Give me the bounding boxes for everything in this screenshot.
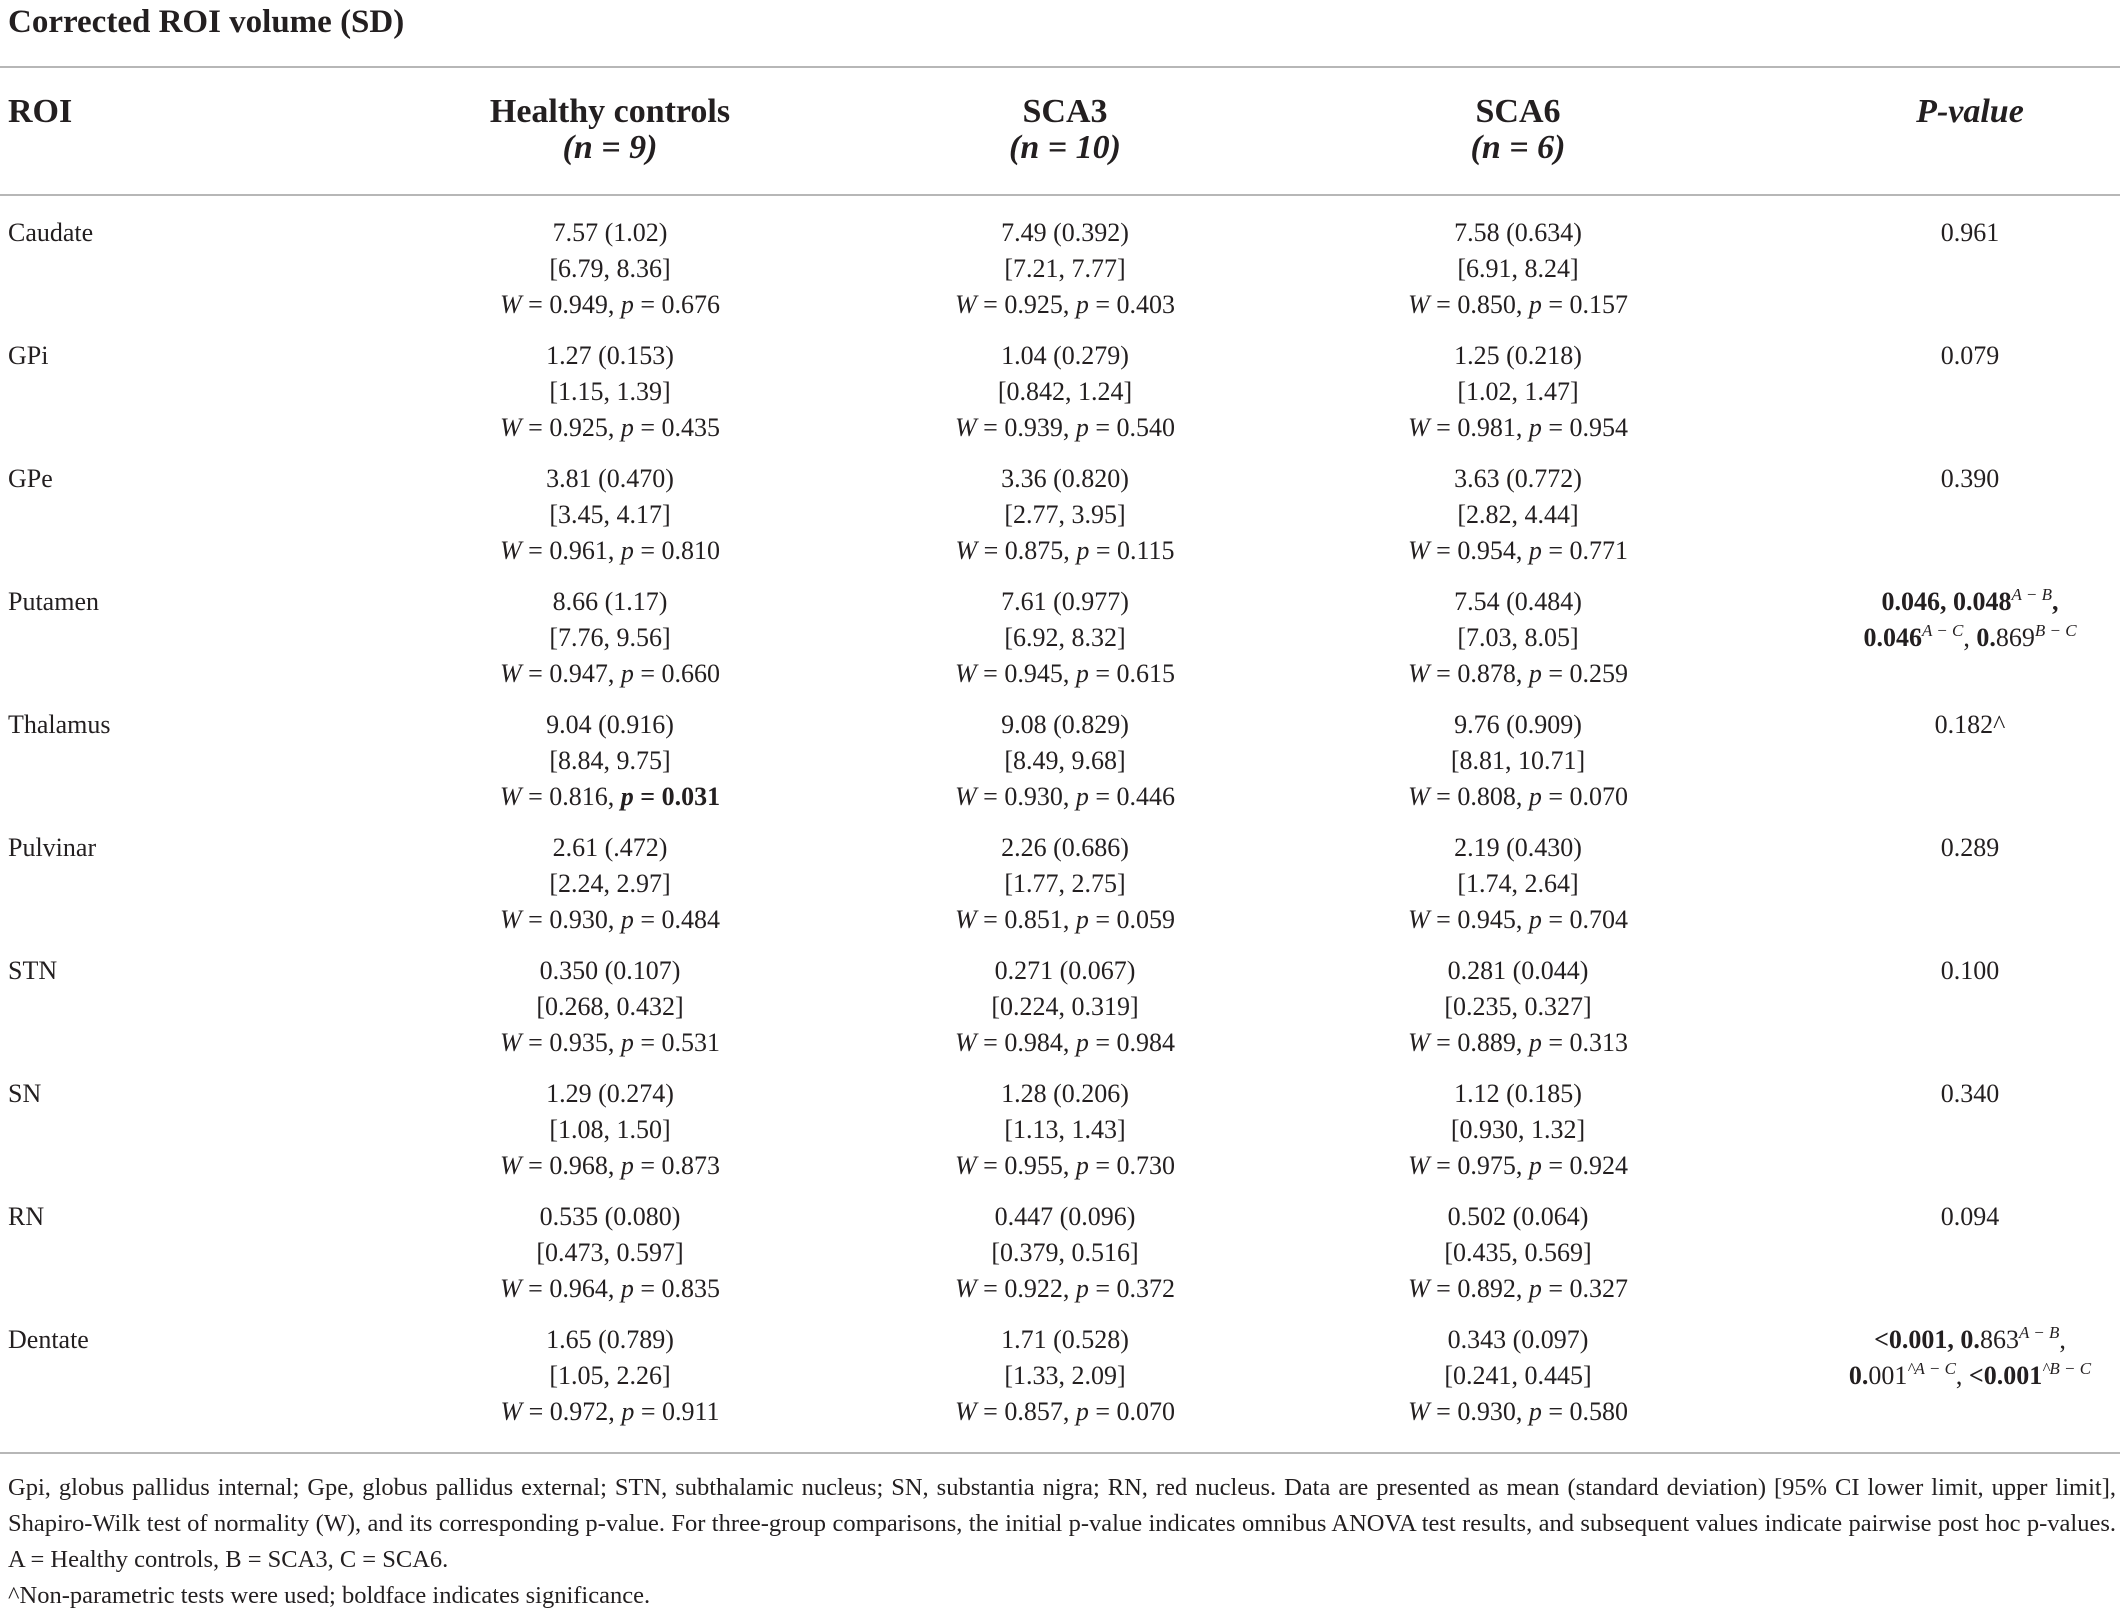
cell-sca3 (865, 707, 1265, 815)
ci-range: [7.76, 9.56] (549, 623, 671, 652)
p-bold: <0.001, 0. (1874, 1325, 1980, 1354)
cell-sca3 (865, 1322, 1265, 1430)
mean-sd: 0.535 (0.080) (539, 1202, 681, 1231)
ci-range: [0.842, 1.24] (997, 377, 1133, 406)
ci-range: [1.15, 1.39] (549, 377, 671, 406)
cell-p-value: 0.289 (1940, 833, 2000, 862)
shapiro-wilk: W = 0.878, p = 0.259 (1407, 659, 1628, 688)
table-header-row (0, 94, 2120, 184)
mean-sd: 7.61 (0.977) (1001, 587, 1129, 616)
cell-sca6 (1318, 1322, 1718, 1430)
cell-sca3 (865, 1076, 1265, 1184)
mean-sd: 0.447 (0.096) (994, 1202, 1136, 1231)
cell-sca6 (1318, 830, 1718, 938)
cell-sca6 (1318, 1199, 1718, 1307)
shapiro-wilk: W = 0.889, p = 0.313 (1407, 1028, 1628, 1057)
mean-sd: 0.350 (0.107) (539, 956, 681, 985)
ci-range: [0.268, 0.432] (536, 992, 684, 1021)
ci-range: [1.33, 2.09] (1004, 1361, 1126, 1390)
shapiro-wilk: W = 0.851, p = 0.059 (954, 905, 1175, 934)
mean-sd: 0.343 (0.097) (1447, 1325, 1589, 1354)
table-footnotes (8, 1470, 2116, 1614)
w-symbol: W (954, 1151, 977, 1180)
w-symbol: W (499, 536, 522, 565)
cell-sca6 (1318, 584, 1718, 692)
w-symbol: W (1407, 413, 1430, 442)
p-symbol: p (1075, 1397, 1089, 1426)
w-symbol: W (499, 659, 522, 688)
mean-sd: 9.76 (0.909) (1454, 710, 1582, 739)
table-row (0, 707, 2120, 830)
table-row (0, 830, 2120, 953)
w-symbol: W (499, 413, 522, 442)
p-sup: A − C (1921, 621, 1964, 640)
mean-sd: 0.281 (0.044) (1447, 956, 1589, 985)
shapiro-wilk: W = 0.935, p = 0.531 (499, 1028, 720, 1057)
shapiro-wilk: W = 0.949, p = 0.676 (499, 290, 720, 319)
w-symbol: W (1407, 905, 1430, 934)
mean-sd: 7.57 (1.02) (552, 218, 668, 247)
footnote-abbreviations: Gpi, globus pallidus internal; Gpe, globus pallidus external; STN, subthalamic nucleus; SN, substantia nigra; RN, red nucleus. Data are presented as mean (standard deviation) [95% CI lower limit, upper limit], Shapiro-Wilk test of normality (W), and its corresponding p-value. For three-group comparisons, the initial p-value indicates omnibus ANOVA test results, and subsequent values indicate pairwise post hoc p-values. A = Healthy controls, B = SCA3, C = SCA6. (8, 1474, 2116, 1573)
ci-range: [0.241, 0.445] (1444, 1361, 1592, 1390)
p-line-1 (1780, 584, 2120, 620)
mean-sd: 8.66 (1.17) (552, 587, 668, 616)
mean-sd: 0.502 (0.064) (1447, 1202, 1589, 1231)
shapiro-wilk: W = 0.808, p = 0.070 (1407, 782, 1628, 811)
w-symbol: W (1407, 290, 1430, 319)
w-symbol: W (954, 659, 977, 688)
header-sca3 (865, 94, 1265, 166)
p-symbol: p (1528, 290, 1542, 319)
w-symbol: W (499, 290, 522, 319)
p-symbol: p (620, 536, 634, 565)
header-healthy-n: (n = 9) (562, 129, 658, 166)
table-caption: Corrected ROI volume (SD) (8, 4, 405, 40)
w-symbol: W (499, 1151, 522, 1180)
w-symbol: W (499, 905, 522, 934)
p-sup: B − C (2034, 621, 2077, 640)
header-sca6-name: SCA6 (1475, 93, 1561, 130)
ci-range: [6.92, 8.32] (1004, 623, 1126, 652)
cell-sca6 (1318, 338, 1718, 446)
mean-sd: 3.81 (0.470) (546, 464, 674, 493)
p-symbol: p (1075, 413, 1089, 442)
p-bold: 0.046 (1863, 623, 1922, 652)
ci-range: [2.24, 2.97] (549, 869, 671, 898)
w-symbol: W (954, 290, 977, 319)
p-bold: 0. (1976, 623, 1996, 652)
w-symbol: W (1407, 659, 1430, 688)
roi-name: RN (8, 1202, 45, 1231)
mean-sd: 1.71 (0.528) (1001, 1325, 1129, 1354)
cell-healthy-controls (410, 1199, 810, 1307)
shapiro-wilk: W = 0.930, p = 0.446 (954, 782, 1175, 811)
p-symbol: p (1075, 1028, 1089, 1057)
cell-sca6 (1318, 215, 1718, 323)
cell-healthy-controls (410, 338, 810, 446)
header-sca6-n: (n = 6) (1470, 129, 1566, 166)
w-symbol: W (954, 1274, 977, 1303)
p-symbol: p (620, 1274, 634, 1303)
cell-healthy-controls (410, 215, 810, 323)
p-symbol: p (1075, 659, 1089, 688)
table-row (0, 1322, 2120, 1445)
p-symbol: p (620, 905, 634, 934)
shapiro-wilk: W = 0.925, p = 0.435 (499, 413, 720, 442)
mean-sd: 1.28 (0.206) (1001, 1079, 1129, 1108)
p-symbol: p (1528, 413, 1542, 442)
ci-range: [0.473, 0.597] (536, 1238, 684, 1267)
p-symbol: p (621, 1397, 635, 1426)
mean-sd: 9.04 (0.916) (546, 710, 674, 739)
p-symbol: p (1528, 1028, 1542, 1057)
cell-sca3 (865, 461, 1265, 569)
mean-sd: 1.27 (0.153) (546, 341, 674, 370)
shapiro-wilk: W = 0.984, p = 0.984 (954, 1028, 1175, 1057)
mean-sd: 7.58 (0.634) (1454, 218, 1582, 247)
w-symbol: W (500, 1397, 523, 1426)
ci-range: [1.02, 1.47] (1457, 377, 1579, 406)
p-symbol: p (1528, 1151, 1542, 1180)
shapiro-wilk: W = 0.857, p = 0.070 (954, 1397, 1175, 1426)
header-p-value: P-value (1916, 93, 2024, 130)
ci-range: [2.77, 3.95] (1004, 500, 1126, 529)
p-line-2: $0.046^{A - C}$, $0.869^{B - C}$ (1863, 621, 2077, 652)
cell-p-value: 0.961 (1940, 218, 2000, 247)
p-symbol: p (1075, 782, 1089, 811)
ci-range: [0.235, 0.327] (1444, 992, 1592, 1021)
cell-p-value: 0.079 (1940, 341, 2000, 370)
header-rule (0, 194, 2120, 196)
cell-p-value: 0.094 (1940, 1202, 2000, 1231)
cell-p-value: 0.100 (1940, 956, 2000, 985)
header-sca6 (1318, 94, 1718, 166)
ci-range: [1.08, 1.50] (549, 1115, 671, 1144)
mean-sd: 1.04 (0.279) (1001, 341, 1129, 370)
shapiro-wilk: W = 0.981, p = 0.954 (1407, 413, 1628, 442)
shapiro-wilk: W = 0.972, p = 0.911 (500, 1397, 720, 1426)
ci-range: [1.05, 2.26] (549, 1361, 671, 1390)
w-symbol: W (955, 536, 978, 565)
cell-sca6 (1318, 461, 1718, 569)
w-symbol: W (954, 905, 977, 934)
header-roi: ROI (8, 93, 73, 130)
table-row (0, 1076, 2120, 1199)
p-symbol: p (1528, 659, 1542, 688)
p-sup: A − B (2011, 585, 2052, 604)
ci-range: [3.45, 4.17] (549, 500, 671, 529)
p-symbol: p (1075, 1151, 1089, 1180)
mean-sd: 3.63 (0.772) (1454, 464, 1582, 493)
mean-sd: 1.12 (0.185) (1454, 1079, 1582, 1108)
shapiro-wilk: W = 0.939, p = 0.540 (954, 413, 1175, 442)
ci-range: [2.82, 4.44] (1457, 500, 1579, 529)
cell-p-value (1780, 1322, 2120, 1394)
cell-p-value: 0.390 (1940, 464, 2000, 493)
p-symbol: p (1075, 905, 1089, 934)
shapiro-wilk: W = 0.945, p = 0.615 (954, 659, 1175, 688)
mean-sd: 1.65 (0.789) (546, 1325, 674, 1354)
header-sca3-n: (n = 10) (1009, 129, 1121, 166)
p-symbol: p (620, 1151, 634, 1180)
footnote-nonparametric: ^Non-parametric tests were used; boldface indicates significance. (8, 1582, 651, 1609)
cell-healthy-controls (410, 1322, 810, 1430)
cell-sca3 (865, 338, 1265, 446)
shapiro-wilk: W = 0.968, p = 0.873 (499, 1151, 720, 1180)
shapiro-wilk: W = 0.964, p = 0.835 (499, 1274, 720, 1303)
shapiro-wilk: W = 0.961, p = 0.810 (499, 536, 720, 565)
cell-healthy-controls (410, 584, 810, 692)
p-symbol: p (620, 659, 634, 688)
p-line-1: <0.001, $0.863^{A - B}$, (1874, 1323, 2066, 1354)
shapiro-wilk: W = 0.947, p = 0.660 (499, 659, 720, 688)
w-symbol: W (1407, 1397, 1430, 1426)
cell-healthy-controls (410, 707, 810, 815)
roi-name: GPe (8, 464, 53, 493)
cell-sca6 (1318, 707, 1718, 815)
w-symbol: W (954, 413, 977, 442)
p-sup: ^A − C (1907, 1359, 1956, 1378)
mean-sd: 9.08 (0.829) (1001, 710, 1129, 739)
ci-range: [0.224, 0.319] (991, 992, 1139, 1021)
p-bold: 0. (1848, 1361, 1869, 1390)
bottom-rule (0, 1452, 2120, 1454)
mean-sd: 7.54 (0.484) (1454, 587, 1582, 616)
roi-name: Putamen (8, 587, 99, 616)
p-symbol: p (1528, 536, 1542, 565)
roi-name: Dentate (8, 1325, 89, 1354)
cell-sca3 (865, 1199, 1265, 1307)
header-sca3-name: SCA3 (1022, 93, 1108, 130)
p-sep: , (2051, 587, 2059, 616)
ci-range: [0.379, 0.516] (991, 1238, 1139, 1267)
w-symbol: W (1407, 1151, 1430, 1180)
roi-name: STN (8, 956, 58, 985)
roi-name: GPi (8, 341, 49, 370)
top-rule (0, 66, 2120, 68)
table-row (0, 584, 2120, 707)
roi-name: SN (8, 1079, 42, 1108)
table-body (0, 215, 2120, 1445)
roi-name: Thalamus (8, 710, 111, 739)
table-row (0, 461, 2120, 584)
table-row (0, 953, 2120, 1076)
w-symbol: W (954, 1397, 977, 1426)
p-symbol: p (620, 413, 634, 442)
cell-sca3 (865, 584, 1265, 692)
ci-range: [0.930, 1.32] (1450, 1115, 1586, 1144)
ci-range: [6.79, 8.36] (549, 254, 671, 283)
w-symbol: W (499, 1028, 522, 1057)
cell-healthy-controls (410, 461, 810, 569)
shapiro-wilk: W = 0.975, p = 0.924 (1407, 1151, 1628, 1180)
roi-name: Caudate (8, 218, 94, 247)
w-symbol: W (1407, 536, 1430, 565)
ci-range: [6.91, 8.24] (1457, 254, 1579, 283)
p-bold: 0.046, 0.048 (1881, 587, 2012, 616)
cell-p-value: 0.182^ (1934, 710, 2006, 739)
cell-sca3 (865, 215, 1265, 323)
w-symbol: W (1407, 1274, 1430, 1303)
w-symbol: W (1407, 782, 1430, 811)
p-symbol: p (1076, 536, 1090, 565)
w-symbol: W (1407, 1028, 1430, 1057)
w-symbol: W (499, 782, 522, 811)
cell-sca3 (865, 953, 1265, 1061)
shapiro-wilk: W = 0.816, p = 0.031 (499, 782, 721, 811)
shapiro-wilk: W = 0.954, p = 0.771 (1407, 536, 1628, 565)
mean-sd: 1.25 (0.218) (1454, 341, 1582, 370)
header-healthy-name: Healthy controls (489, 93, 731, 130)
cell-sca3 (865, 830, 1265, 938)
p-symbol: p (620, 1028, 634, 1057)
shapiro-wilk: W = 0.850, p = 0.157 (1407, 290, 1628, 319)
table-row (0, 338, 2120, 461)
shapiro-wilk: W = 0.922, p = 0.372 (954, 1274, 1175, 1303)
ci-range: [8.81, 10.71] (1450, 746, 1586, 775)
header-healthy-controls (410, 94, 810, 166)
p-symbol: p (1528, 1397, 1542, 1426)
cell-sca6 (1318, 953, 1718, 1061)
mean-sd: 2.61 (.472) (552, 833, 668, 862)
ci-range: [1.13, 1.43] (1004, 1115, 1126, 1144)
p-symbol: p (620, 290, 634, 319)
mean-sd: 3.36 (0.820) (1001, 464, 1129, 493)
mean-sd: 2.19 (0.430) (1454, 833, 1582, 862)
p-symbol: p (1528, 1274, 1542, 1303)
cell-p-value (1780, 584, 2120, 656)
mean-sd: 1.29 (0.274) (546, 1079, 674, 1108)
ci-range: [1.74, 2.64] (1457, 869, 1579, 898)
shapiro-wilk: W = 0.925, p = 0.403 (954, 290, 1175, 319)
shapiro-wilk: W = 0.945, p = 0.704 (1407, 905, 1628, 934)
p-sup: A − B (2018, 1323, 2060, 1342)
p-symbol: p (1528, 905, 1542, 934)
w-symbol: W (954, 1028, 977, 1057)
p-symbol: p (1528, 782, 1542, 811)
ci-range: [0.435, 0.569] (1444, 1238, 1592, 1267)
mean-sd: 7.49 (0.392) (1001, 218, 1129, 247)
mean-sd: 0.271 (0.067) (994, 956, 1136, 985)
p-symbol: p (1075, 290, 1089, 319)
shapiro-wilk: W = 0.875, p = 0.115 (955, 536, 1175, 565)
w-symbol: W (954, 782, 977, 811)
table-row (0, 215, 2120, 338)
shapiro-wilk: W = 0.955, p = 0.730 (954, 1151, 1175, 1180)
mean-sd: 2.26 (0.686) (1001, 833, 1129, 862)
ci-range: [7.21, 7.77] (1004, 254, 1126, 283)
p-line-2: $0.001^{\^{}A - C}$, $<0.001^{\^{}B - C}$ (1848, 1359, 2092, 1390)
cell-healthy-controls (410, 1076, 810, 1184)
p-bold: <0.001 (1968, 1361, 2043, 1390)
roi-name: Pulvinar (8, 833, 97, 862)
w-symbol: W (499, 1274, 522, 1303)
shapiro-wilk: W = 0.930, p = 0.484 (499, 905, 720, 934)
ci-range: [7.03, 8.05] (1457, 623, 1579, 652)
p-sup: ^B − C (2042, 1359, 2092, 1378)
cell-sca6 (1318, 1076, 1718, 1184)
ci-range: [1.77, 2.75] (1004, 869, 1126, 898)
p-bold: p = 0.031 (620, 782, 721, 811)
cell-p-value: 0.340 (1940, 1079, 2000, 1108)
cell-healthy-controls (410, 953, 810, 1061)
p-symbol: p (1075, 1274, 1089, 1303)
shapiro-wilk: W = 0.930, p = 0.580 (1407, 1397, 1628, 1426)
ci-range: [8.84, 9.75] (549, 746, 671, 775)
shapiro-wilk: W = 0.892, p = 0.327 (1407, 1274, 1628, 1303)
cell-healthy-controls (410, 830, 810, 938)
table-row (0, 1199, 2120, 1322)
p-symbol: p (620, 782, 634, 811)
ci-range: [8.49, 9.68] (1004, 746, 1126, 775)
